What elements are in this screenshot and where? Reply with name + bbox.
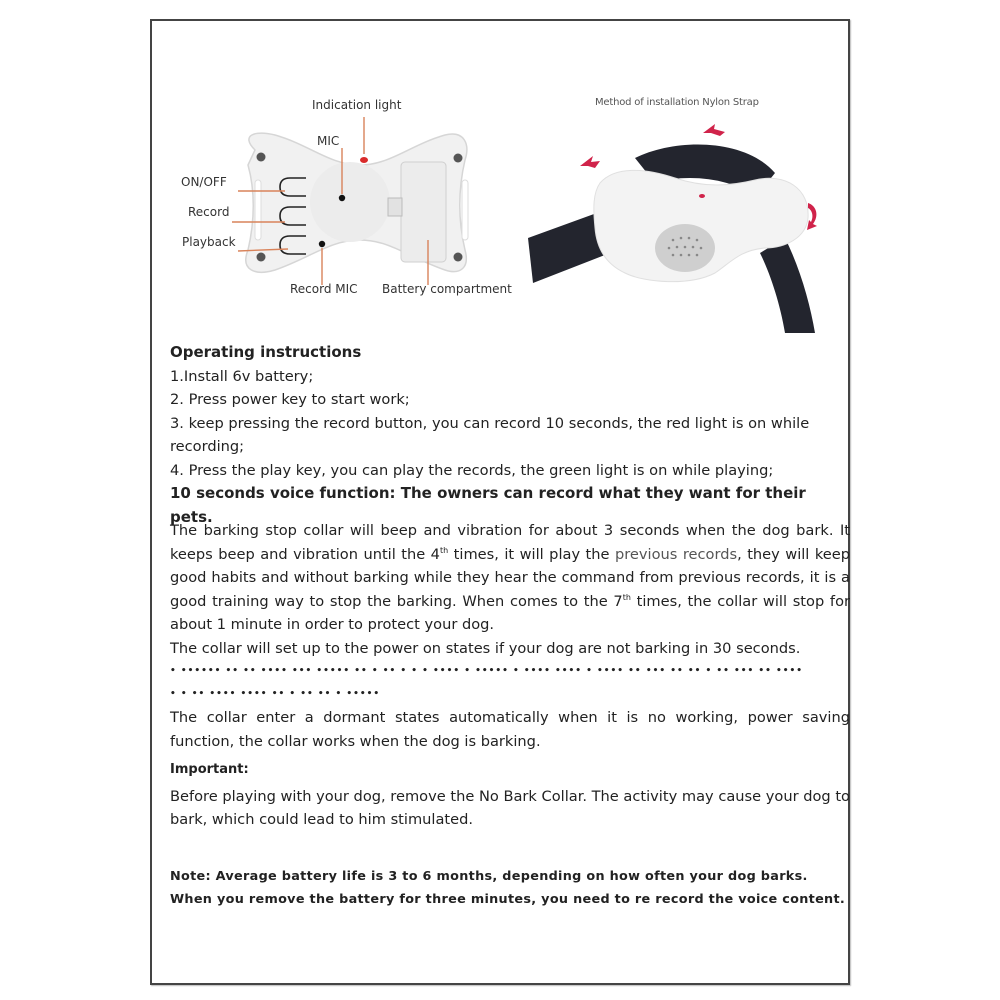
label-record: Record <box>188 205 230 219</box>
installation-diagram <box>525 88 865 333</box>
screw <box>454 253 463 262</box>
description-paragraph-1: The barking stop collar will beep and vibration for about 3 seconds when the dog bark. It keeps beep and vibration until the 4th times, it will play the previous records, they will keep good habits and without barking while they hear the command from previous records, it is a good training way to stop the barking. When comes to the 7th times, the collar will stop for about 1 minute in order to protect your dog. <box>170 522 850 633</box>
screw <box>257 153 266 162</box>
garbled-text-line-1: • •••••• •• •• •••• ••• ••••• •• • •• • • • •••• • ••••• • •••• •••• • •••• •• ••• •• •• • •• ••• •• •••• <box>170 666 804 676</box>
garbled-text-line-2: • • •• •••• •••• •• • •• •• • ••••• <box>170 689 381 699</box>
note-section <box>170 865 850 911</box>
description-paragraph-2: The collar will set up to the power on states if your dog are not barking in 30 seconds. <box>170 639 801 657</box>
label-record-mic: Record MIC <box>290 282 358 296</box>
device-diagram <box>160 90 520 310</box>
important-section <box>170 758 850 832</box>
description <box>170 519 850 753</box>
highlighted-phrase: previous records <box>614 545 738 563</box>
label-battery-compartment: Battery compartment <box>382 282 512 296</box>
note-line-2: When you remove the battery for three minutes, you need to re record the voice content. <box>170 892 846 907</box>
strap-right <box>760 238 815 333</box>
battery-latch <box>388 198 402 216</box>
important-text: Before playing with your dog, remove the No Bark Collar. The activity may cause your dog to bark, which could lead to him stimulated. <box>170 787 850 828</box>
instruction-step-4: 4. Press the play key, you can play the records, the green light is on while playing; <box>170 461 774 479</box>
label-indication-light: Indication light <box>312 98 402 112</box>
description-paragraph-3: The collar enter a dormant states automatically when it is no working, power saving function, the collar works when the dog is barking. <box>170 709 850 750</box>
operating-instructions <box>170 341 850 529</box>
battery-door <box>401 162 446 262</box>
screw <box>257 253 266 262</box>
label-playback: Playback <box>182 235 236 249</box>
voice-function-heading: 10 seconds voice function: The owners can record what they want for their pets. <box>170 484 806 526</box>
installation-caption: Method of installation Nylon Strap <box>595 97 759 108</box>
indicator-dot <box>699 194 705 198</box>
instructions-heading: Operating instructions <box>170 343 362 361</box>
important-heading: Important: <box>170 762 249 777</box>
note-line-1: Note: Average battery life is 3 to 6 months, depending on how often your dog barks. <box>170 869 808 884</box>
indication-light <box>360 157 368 163</box>
label-mic: MIC <box>317 134 340 148</box>
label-on-off: ON/OFF <box>181 175 227 189</box>
mic-hole <box>339 195 345 201</box>
instruction-step-1: 1.Install 6v battery; <box>170 367 314 385</box>
instruction-step-3: 3. keep pressing the record button, you can record 10 seconds, the red light is on while recording; <box>170 414 810 455</box>
device-illustration <box>160 90 520 310</box>
instruction-step-2: 2. Press power key to start work; <box>170 391 410 408</box>
installation-illustration <box>525 88 865 333</box>
screw <box>454 154 463 163</box>
device-center <box>310 162 390 242</box>
record-mic-hole <box>319 241 325 247</box>
